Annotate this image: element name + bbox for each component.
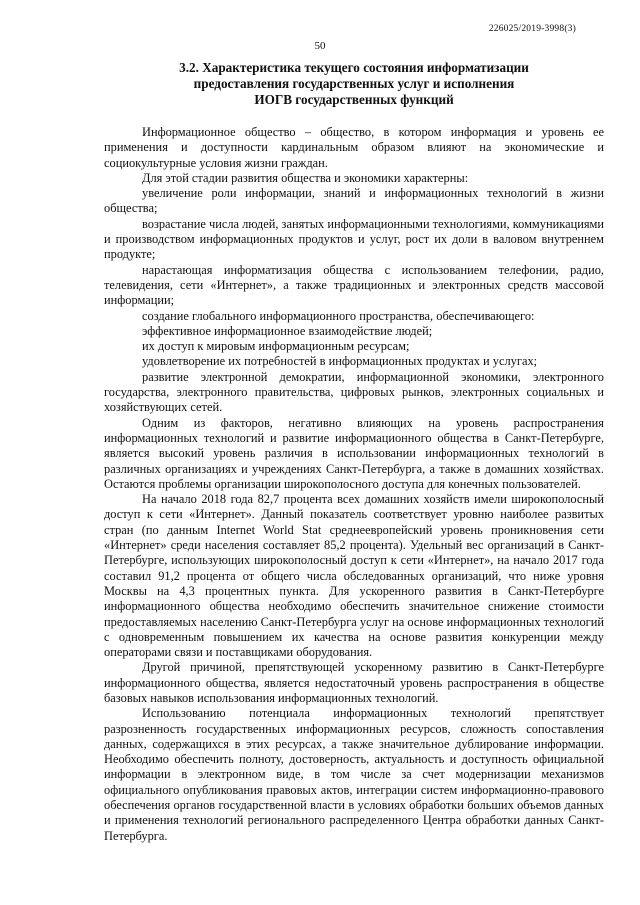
paragraph: Для этой стадии развития общества и экономики характерны: [142,170,469,185]
paragraph: Одним из факторов, негативно влияющих на уровень распространения информационных технологий и развитие информационного общества в Санкт-Петербурге, является высокий уровень различия в использовании информационных технологий в различных организациях и учреждениях Санкт-Петербурга, а также в домашних хозяйствах. Остаются проблемы организации широкополосного доступа для конечных пользователей. [104,415,604,491]
paragraph: создание глобального информационного пространства, обеспечивающего: [142,308,535,323]
paragraph: развитие электронной демократии, информационной экономики, электронного государства, электронного правительства, цифровых рынков, электронных социальных и хозяйствующих сетей. [104,369,604,415]
paragraph: Другой причиной, препятствующей ускоренному развитию в Санкт-Петербурге информационного общества, является недостаточный уровень распространения в обществе базовых навыков использования информационных технологий. [104,660,604,705]
paragraph: удовлетворение их потребностей в информационных продуктах и услугах; [142,354,538,369]
paragraph: возрастание числа людей, занятых информационными технологиями, коммуникациями и производством информационных продуктов и услуг, рост их доли в валовом внутреннем продукте; [104,216,604,262]
section-title-line: 3.2. Характеристика текущего состояния информатизации [179,60,529,75]
paragraph: нарастающая информатизация общества с использованием телефонии, радио, телевидения, сети «Интернет», а также традиционных и электронных средств массовой информации; [104,262,604,308]
paragraph: их доступ к мировым информационным ресурсам; [142,339,410,354]
paragraph: На начало 2018 года 82,7 процента всех домашних хозяйств имели широкополосный доступ к сети «Интернет». Данный показатель соответствует уровню наиболее развитых стран (по данным Internet World Stat среднеевропейский уровень проникновения сети «Интернет» среди населения составляет 85,2 процента). Удельный вес организаций в Санкт-Петербурге, использующих широкополосный доступ к сети «Интернет», на начало 2017 года составил 91,2 процента от общего числа обследованных организаций, что ниже уровня Москвы на 4,3 процентных пункта. Для ускоренного развития в Санкт-Петербурге информационного общества необходимо обеспечить значительное снижение стоимости предоставляемых населению Санкт-Петербурга услуг на основе информационных технологий с одновременным повышением их качества на основе развития конкуренции между операторами связи и поставщиками оборудования. [104,492,604,660]
paragraph: увеличение роли информации, знаний и информационных технологий в жизни общества; [104,186,604,216]
paragraph: эффективное информационное взаимодействие людей; [142,323,433,338]
page-number: 50 [314,40,326,52]
section-title [104,60,604,108]
section-title-line: ИОГВ государственных функций [254,92,454,107]
section-title-line: предоставления государственных услуг и исполнения [193,76,515,91]
paragraph: Использованию потенциала информационных технологий препятствует разрозненность государственных информационных ресурсов, сложность сопоставления данных, содержащихся в этих ресурсах, а также значительное дублирование информации. Необходимо обеспечить полноту, достоверность, актуальность и доступность официальной информации в электронном виде, в том числе за счет модернизации механизмов официального опубликования правовых актов, интеграции систем информационно-правового обеспечения органов государственной власти в условиях обработки больших объемов данных и применения технологий регионального распределенного Центра обработки данных Санкт-Петербурга. [104,706,604,843]
document-body [104,125,604,844]
paragraph: Информационное общество – общество, в котором информация и уровень ее применения и доступности кардинальным образом влияют на экономические и социокультурные условия жизни граждан. [104,125,604,170]
document-id: 226025/2019-3998(3) [488,24,576,34]
